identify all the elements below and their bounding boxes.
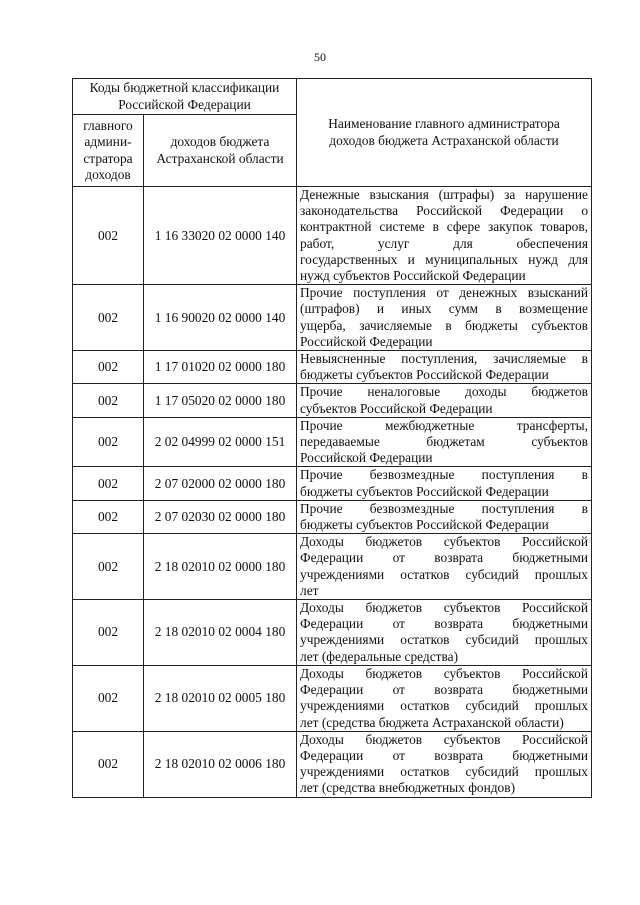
table-body: [73, 187, 592, 798]
table-row: [73, 665, 592, 731]
income-header-line2: Астраханской области: [156, 150, 284, 166]
name-header-line2: доходов бюджета Астраханской области: [329, 132, 559, 148]
group-title-line2: Российской Федерации: [118, 96, 251, 112]
table-row: [73, 534, 592, 600]
name-header-line1: Наименование главного администратора: [328, 116, 560, 132]
income-code-cell: 2 18 02010 02 0006 180: [144, 731, 297, 797]
income-code-cell: 2 18 02010 02 0000 180: [144, 534, 297, 600]
income-name-line: бюджеты субъектов Российской Федерации: [300, 367, 549, 383]
income-code-cell: 2 07 02000 02 0000 180: [144, 467, 297, 500]
income-name-line: Невыясненные поступления, зачисляемые в: [300, 351, 589, 367]
admin-header-line3: стратора: [83, 150, 133, 166]
income-name-line: бюджеты субъектов Российской Федерации: [300, 483, 549, 499]
table-row: [73, 417, 592, 467]
table-row: [73, 285, 592, 351]
income-code-header: [144, 115, 297, 187]
admin-code-cell: 002: [73, 351, 144, 384]
income-name-line: Прочие безвозмездные поступления в: [300, 467, 589, 483]
income-name-cell: [297, 417, 592, 467]
income-name-line: учреждениями остатков субсидий прошлых: [300, 698, 589, 714]
income-name-line: Прочие поступления от денежных взысканий: [300, 285, 589, 301]
table-row: [73, 351, 592, 384]
income-name-line: законодательства Российской Федерации о: [300, 203, 589, 219]
income-name-line: учреждениями остатков субсидий прошлых: [300, 764, 589, 780]
income-name-cell: [297, 600, 592, 666]
income-name-cell: [297, 285, 592, 351]
administrator-name-header: [297, 79, 592, 187]
admin-code-header: [73, 115, 144, 187]
income-name-line: лет: [300, 582, 319, 598]
income-name-line: Федерации от возврата бюджетными: [300, 550, 589, 566]
income-name-cell: [297, 187, 592, 285]
income-name-line: передаваемые бюджетам субъектов: [300, 434, 589, 450]
income-name-line: Федерации от возврата бюджетными: [300, 747, 589, 763]
income-name-cell: [297, 500, 592, 533]
income-name-cell: [297, 534, 592, 600]
income-name-line: (штрафов) и иных сумм в возмещение: [300, 301, 589, 317]
table-row: [73, 384, 592, 417]
admin-code-cell: 002: [73, 187, 144, 285]
table-row: [73, 187, 592, 285]
table-row: [73, 600, 592, 666]
admin-code-cell: 002: [73, 731, 144, 797]
income-name-line: Доходы бюджетов субъектов Российской: [300, 534, 589, 550]
income-name-line: Федерации от возврата бюджетными: [300, 682, 589, 698]
income-name-cell: [297, 731, 592, 797]
income-name-line: учреждениями остатков субсидий прошлых: [300, 632, 589, 648]
admin-code-cell: 002: [73, 534, 144, 600]
admin-code-cell: 002: [73, 600, 144, 666]
admin-code-cell: 002: [73, 417, 144, 467]
admin-code-cell: 002: [73, 285, 144, 351]
admin-header-line2: админи-: [84, 134, 132, 150]
income-name-line: Федерации от возврата бюджетными: [300, 616, 589, 632]
admin-header-line4: доходов: [85, 166, 131, 182]
income-name-line: Российской Федерации: [300, 333, 433, 349]
income-code-cell: 1 16 90020 02 0000 140: [144, 285, 297, 351]
income-name-line: лет (средства бюджета Астраханской области): [300, 714, 564, 730]
admin-code-cell: 002: [73, 500, 144, 533]
admin-code-cell: 002: [73, 384, 144, 417]
income-name-line: субъектов Российской Федерации: [300, 400, 493, 416]
income-name-cell: [297, 351, 592, 384]
income-name-line: работ, услуг для обеспечения: [300, 235, 589, 251]
income-name-line: ущерба, зачисляемые в бюджеты субъектов: [300, 317, 589, 333]
classification-group-header: [73, 79, 297, 115]
income-code-cell: 2 02 04999 02 0000 151: [144, 417, 297, 467]
income-name-cell: [297, 665, 592, 731]
table-row: [73, 500, 592, 533]
income-name-line: лет (средства внебюджетных фондов): [300, 780, 516, 796]
income-code-cell: 2 07 02030 02 0000 180: [144, 500, 297, 533]
income-name-line: Прочие безвозмездные поступления в: [300, 500, 589, 516]
admin-header-line1: главного: [83, 118, 133, 134]
table-row: [73, 731, 592, 797]
income-name-line: бюджеты субъектов Российской Федерации: [300, 517, 549, 533]
income-code-cell: 1 16 33020 02 0000 140: [144, 187, 297, 285]
income-name-line: Денежные взыскания (штрафы) за нарушение: [300, 187, 589, 202]
income-name-line: учреждениями остатков субсидий прошлых: [300, 566, 589, 582]
income-name-line: Прочие неналоговые доходы бюджетов: [300, 384, 589, 400]
group-title-line1: Коды бюджетной классификации: [89, 80, 280, 96]
income-name-line: Прочие межбюджетные трансферты,: [300, 417, 589, 433]
income-code-cell: 2 18 02010 02 0004 180: [144, 600, 297, 666]
income-code-cell: 1 17 01020 02 0000 180: [144, 351, 297, 384]
income-name-line: Доходы бюджетов субъектов Российской: [300, 600, 589, 616]
income-name-line: Российской Федерации: [300, 450, 433, 466]
income-name-line: Доходы бюджетов субъектов Российской: [300, 731, 589, 747]
table-row: [73, 467, 592, 500]
income-code-cell: 2 18 02010 02 0005 180: [144, 665, 297, 731]
income-name-line: нужд субъектов Российской Федерации: [300, 268, 526, 284]
income-name-line: контрактной системе в сфере закупок товаров,: [300, 219, 589, 235]
page-number: 50: [314, 50, 326, 64]
income-name-line: лет (федеральные средства): [300, 648, 459, 664]
income-header-line1: доходов бюджета: [170, 134, 270, 150]
income-name-line: Доходы бюджетов субъектов Российской: [300, 665, 589, 681]
admin-code-cell: 002: [73, 665, 144, 731]
income-code-cell: 1 17 05020 02 0000 180: [144, 384, 297, 417]
income-name-line: государственных и муниципальных нужд для: [300, 251, 589, 267]
budget-codes-table: [72, 78, 592, 798]
income-name-cell: [297, 384, 592, 417]
income-name-cell: [297, 467, 592, 500]
admin-code-cell: 002: [73, 467, 144, 500]
